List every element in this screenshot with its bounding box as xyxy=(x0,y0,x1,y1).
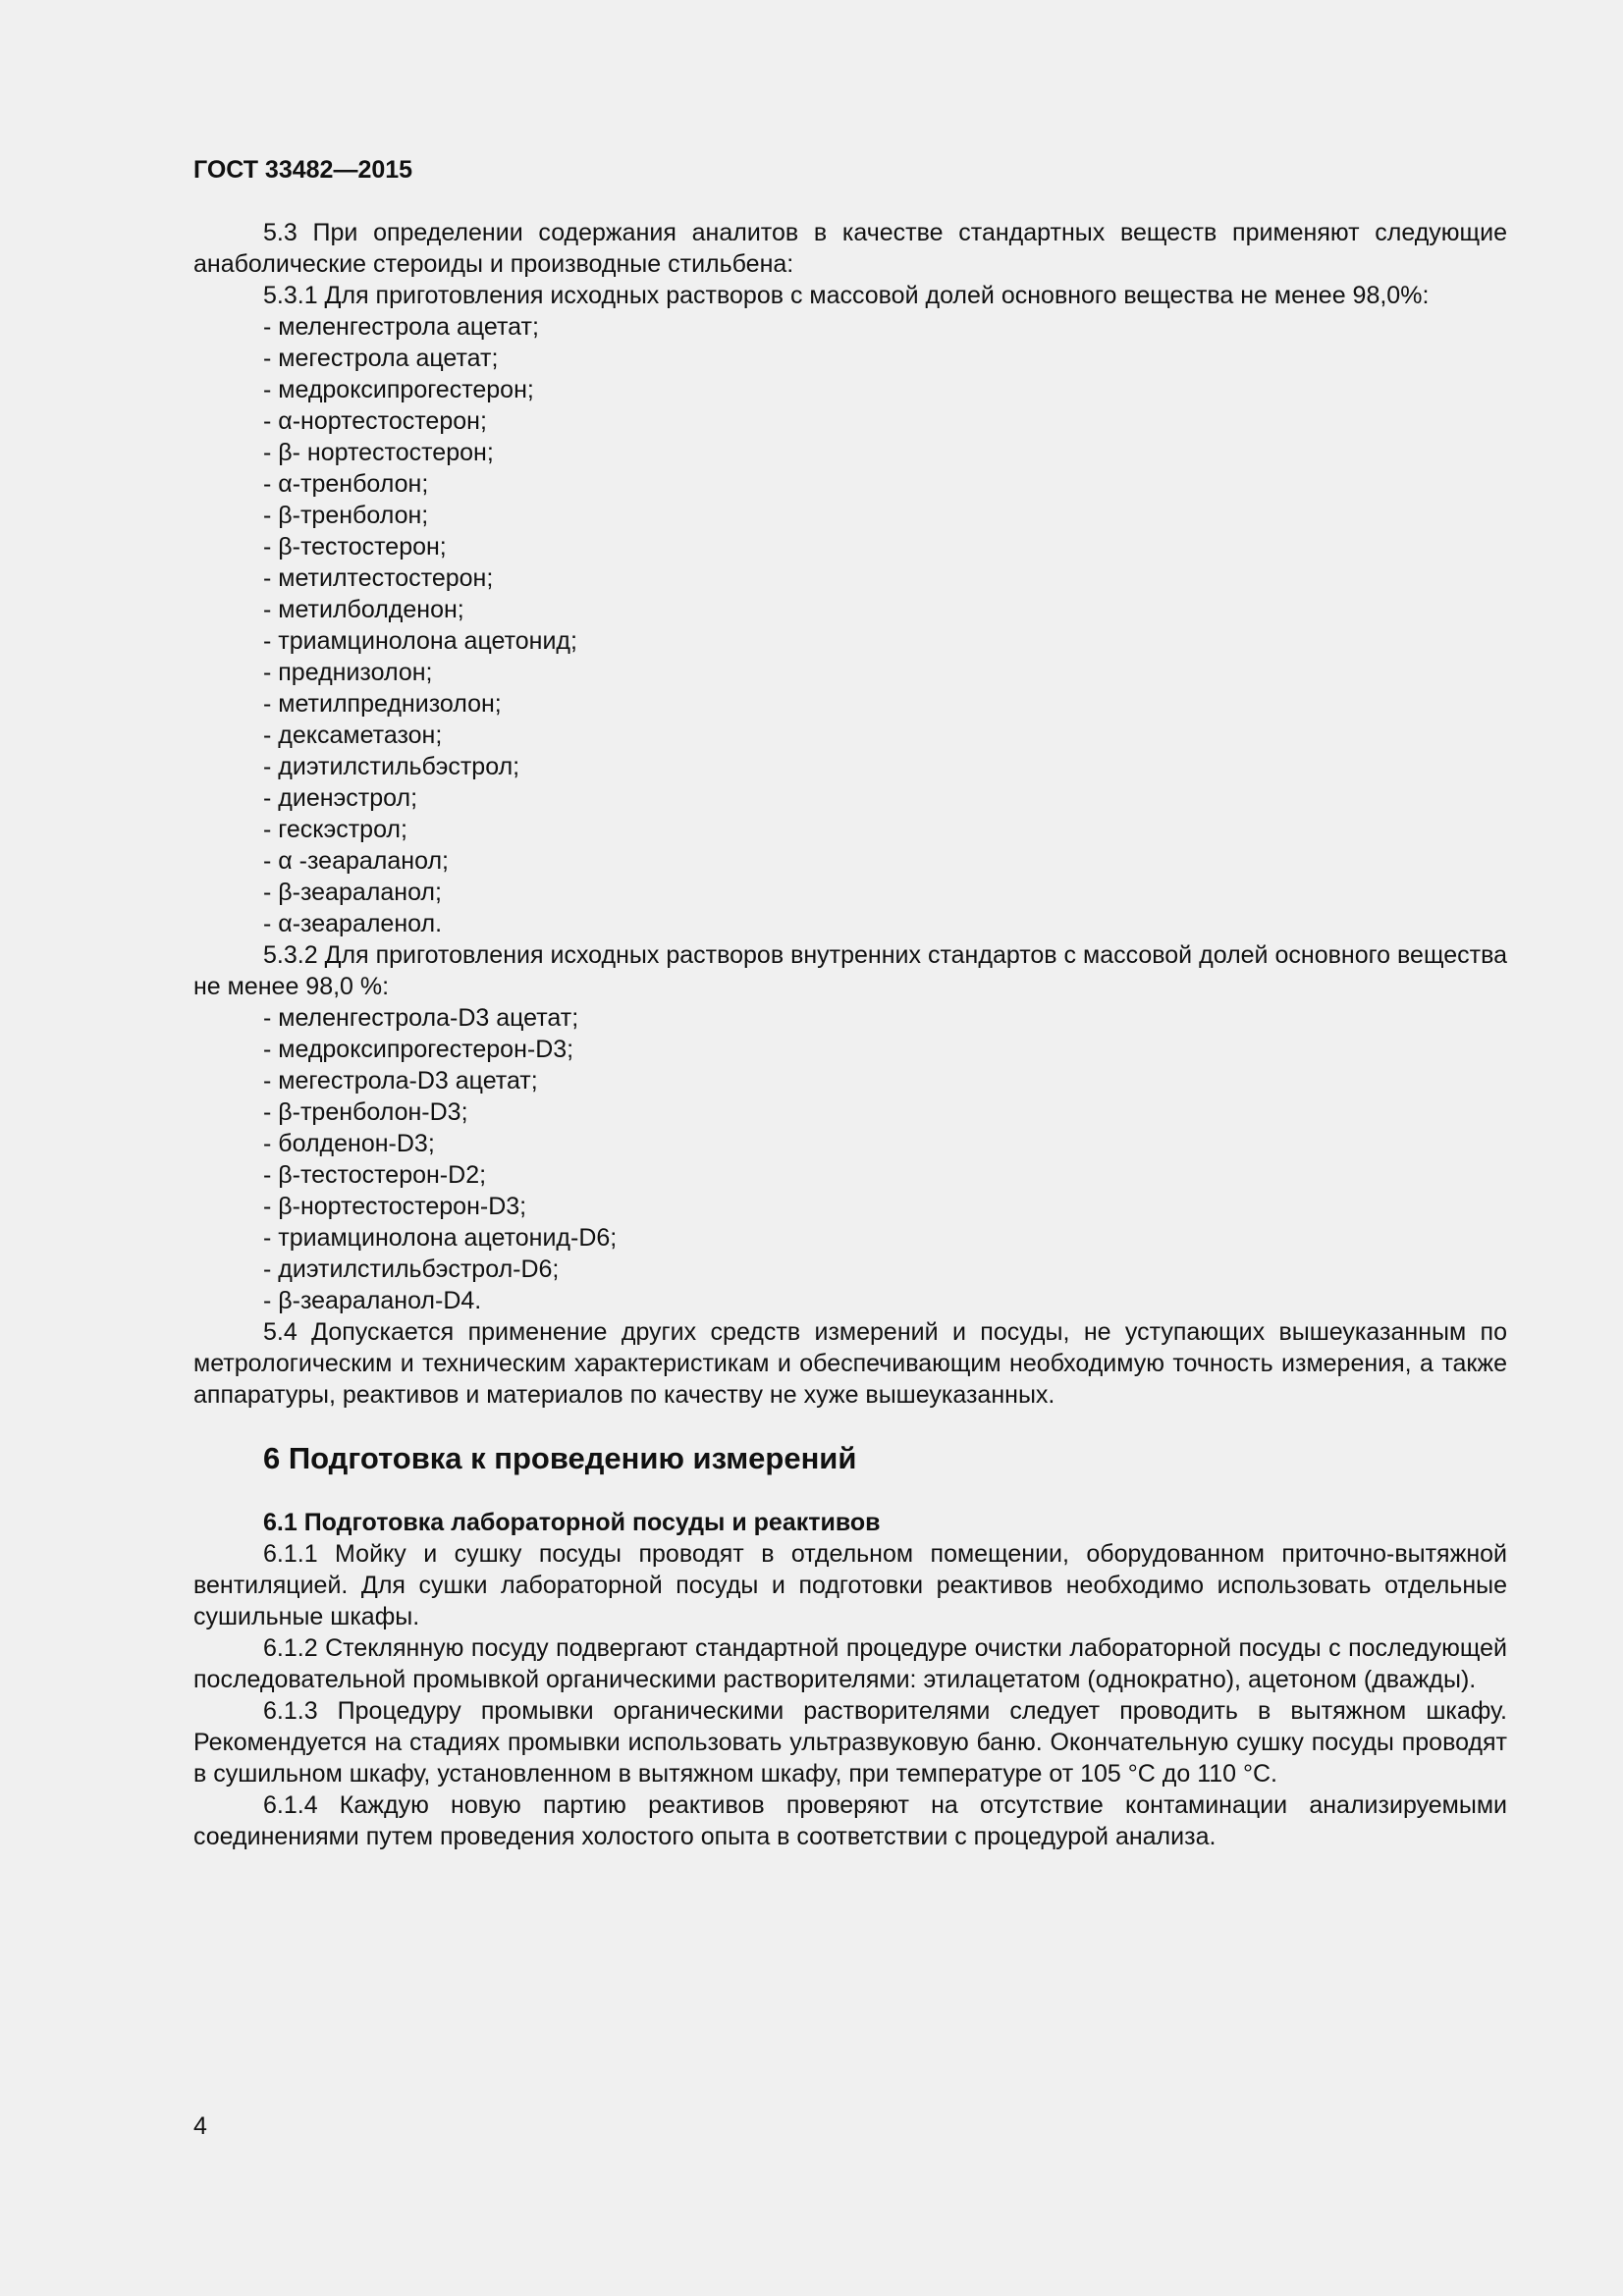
list-item: - меленгестрола-D3 ацетат; xyxy=(263,1004,579,1032)
list-item: - медроксипрогестерон; xyxy=(263,376,534,403)
subsection-6-1-heading: 6.1 Подготовка лабораторной посуды и реактивов xyxy=(263,1509,881,1536)
paragraph-5-3-2: 5.3.2 Для приготовления исходных растворов внутренних стандартов с массовой долей основного вещества не менее 98,0 %: xyxy=(193,941,1507,1000)
list-item: - β- нортестостерон; xyxy=(263,439,494,466)
paragraph-6-1-3: 6.1.3 Процедуру промывки органическими растворителями следует проводить в вытяжном шкафу. Рекомендуется на стадиях промывки использовать ультразвуковую баню. Окончательную сушку посуды проводят в сушильном шкафу, установленном в вытяжном шкафу, при температуре от 105 °С до 110 °С. xyxy=(193,1697,1507,1788)
paragraph-6-1-4: 6.1.4 Каждую новую партию реактивов проверяют на отсутствие контаминации анализируемыми соединениями путем проведения холостого опыта в соответствии с процедурой анализа. xyxy=(193,1791,1507,1850)
list-item: - метилтестостерон; xyxy=(263,564,494,592)
list-item: - β-нортестостерон-D3; xyxy=(263,1193,527,1220)
list-item: - β-тестостерон; xyxy=(263,533,447,561)
list-item: - диэтилстильбэстрол-D6; xyxy=(263,1255,560,1283)
list-item: - триамцинолона ацетонид-D6; xyxy=(263,1224,618,1252)
list-item: - β-тестостерон-D2; xyxy=(263,1161,487,1189)
list-item: - α -зеараланол; xyxy=(263,847,449,875)
paragraph-5-3-1: 5.3.1 Для приготовления исходных растворов с массовой долей основного вещества не менее 98,0%: xyxy=(263,282,1430,309)
list-item: - мегестрола-D3 ацетат; xyxy=(263,1067,538,1095)
list-item: - гескэстрол; xyxy=(263,816,407,843)
list-item: - метилболденон; xyxy=(263,596,464,623)
paragraph-5-3: 5.3 При определении содержания аналитов в качестве стандартных веществ применяют следующие анаболические стероиды и производные стильбена: xyxy=(193,219,1507,278)
list-item: - β-зеараланол-D4. xyxy=(263,1287,482,1314)
list-item: - мегестрола ацетат; xyxy=(263,345,499,372)
list-item: - диенэстрол; xyxy=(263,784,418,812)
list-item: - α-зеараленол. xyxy=(263,910,443,937)
paragraph-6-1-2: 6.1.2 Стеклянную посуду подвергают стандартной процедуре очистки лабораторной посуды с последующей последовательной промывкой органическими растворителями: этилацетатом (однократно), ацетоном (дважды). xyxy=(193,1634,1507,1693)
standards-list-2 xyxy=(193,1002,1507,1316)
list-item: - медроксипрогестерон-D3; xyxy=(263,1036,574,1063)
paragraph-6-1-1: 6.1.1 Мойку и сушку посуды проводят в отдельном помещении, оборудованном приточно-вытяжной вентиляцией. Для сушки лабораторной посуды и подготовки реактивов необходимо использовать отдельные сушильные шкафы. xyxy=(193,1540,1507,1630)
list-item: - β-зеараланол; xyxy=(263,879,442,906)
document-header: ГОСТ 33482—2015 xyxy=(193,156,413,184)
document-body xyxy=(193,217,1507,1852)
list-item: - болденон-D3; xyxy=(263,1130,435,1157)
standards-list-1 xyxy=(193,311,1507,939)
list-item: - преднизолон; xyxy=(263,659,433,686)
list-item: - дексаметазон; xyxy=(263,721,443,749)
list-item: - α-тренболон; xyxy=(263,470,429,498)
list-item: - триамцинолона ацетонид; xyxy=(263,627,577,655)
list-item: - диэтилстильбэстрол; xyxy=(263,753,520,780)
list-item: - α-нортестостерон; xyxy=(263,407,487,435)
paragraph-5-4: 5.4 Допускается применение других средств измерений и посуды, не уступающих вышеуказанным по метрологическим и техническим характеристикам и обеспечивающим необходимую точность измерения, а также аппаратуры, реактивов и материалов по качеству не хуже вышеуказанных. xyxy=(193,1318,1507,1409)
list-item: - метилпреднизолон; xyxy=(263,690,502,718)
list-item: - β-тренболон-D3; xyxy=(263,1098,468,1126)
section-6-heading: 6 Подготовка к проведению измерений xyxy=(263,1441,857,1475)
list-item: - β-тренболон; xyxy=(263,502,429,529)
list-item: - меленгестрола ацетат; xyxy=(263,313,539,341)
page-number: 4 xyxy=(193,2112,207,2140)
